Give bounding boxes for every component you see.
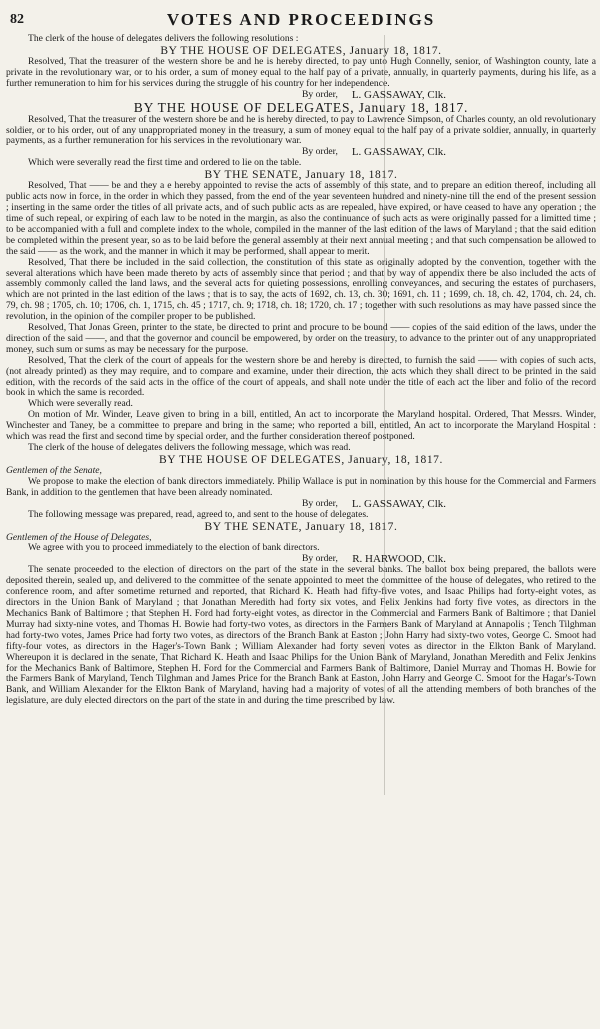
clerk-signature: R. HARWOOD, Clk. [352, 553, 446, 566]
resolution-paragraph: Resolved, That Jonas Green, printer to the state, be directed to print and procure to be bound —— copies of the said edition of the laws, under the direction of the said ——, and that the governor and council be empowered, by order on the treasury, to advance to the printer out of any unappropriated money, such sum or sums as may be necessary for the purpose. [6, 322, 596, 355]
message-paragraph: We propose to make the election of bank directors immediately. Philip Wallace is put in nomination by this house for the Commercial and Farmers Bank, in addition to the gentlemen that have been already nominated. [6, 475, 596, 498]
document-body [6, 34, 596, 707]
paragraph: Which were severally read. [28, 398, 133, 410]
clerk-signature: L. GASSAWAY, Clk. [351, 146, 446, 159]
by-order-label: By order, [302, 88, 338, 100]
signature-block [6, 90, 596, 101]
page-number: 82 [10, 12, 24, 27]
resolution-paragraph: Resolved, That —— be and they a e hereby appointed to revise the acts of assembly of this state, and to prepare an edition thereof, including all public acts now in force, in the order in which they passed, from the end of the year seventeen hundred and ninety-nine till the end of the present session ; inserting in the same order the titles of all private acts, and of such public acts as are repealed, have expired, or have ceased to have any operation ; the time of such repeal, or expiring of each law to be noted in the margin, as also the continuance of such acts as were originally passed for a limitted time ; to be accompanied with a full and complete index to the whole, compiled in the manner of the last edition of the laws of Maryland ; that the said edition be completed within the present year, so as to be laid before the general assembly at their next annual meeting ; and that such compensation be allowed to the said —— as the work, and the manner in which it may be performed, shall appear to merit. [6, 180, 596, 257]
section-heading: BY THE HOUSE OF DELEGATES, January 18, 1817. [160, 44, 442, 57]
section-heading: BY THE SENATE, January 18, 1817. [204, 520, 398, 533]
paragraph: On motion of Mr. Winder, Leave given to bring in a bill, entitled, An act to incorporate the Maryland hospital. Ordered, That Messrs. Winder, Winchester and Taney, be a committee to prepare and bring in the same; who reported a bill, entitled, An act to incorporate the Maryland Hospital : which was read the first and second time by special order, and the further consideration thereof postponed. [6, 409, 596, 443]
by-order-label: By order, [302, 553, 338, 565]
section-heading: BY THE SENATE, January 18, 1817. [204, 169, 398, 182]
resolution-paragraph: Resolved, That there be included in the said collection, the constitution of this state as originally adopted by the convention, together with the several alterations which have been made thereto by acts of assembly since that period ; and that by way of appendix there be also included the acts of assembly commonly called the land laws, and the several acts for quieting possessions, enrolling conveyances, and securing the estates of purchasers, which are not printed in the last edition of the laws ; that is to say, the acts of 1692, ch. 13, ch. 30; 1691, ch. 11 ; 1699, ch. 18, ch. 42, 1704, ch. 24, ch. 79, ch. 98 ; 1705, ch. 10; 1706, ch. 1, 1715, ch. 45 ; 1717, ch. 9; 1718, ch. 18; 1720, ch. 17 ; together with such resolutions as may have passed since the revolution, in the opinion of the compiler proper to be published. [6, 256, 596, 323]
signature-block [6, 147, 596, 158]
page-header [6, 10, 596, 34]
salutation: Gentlemen of the Senate, [6, 464, 102, 476]
paragraph: The clerk of the house of delegates delivers the following message, which was read. [28, 442, 351, 453]
resolution-paragraph: Resolved, That the treasurer of the western shore be and he is hereby directed, to pay to Lawrence Simpson, of Charles county, an old revolutionary soldier, or to his order, out of any unappropriated money in the treasury, a sum of money equal to the half pay of a private soldier, annually, in quarterly payments, as a further remuneration for his services in the revolutionary war. [6, 113, 596, 147]
clerk-signature: L. GASSAWAY, Clk. [351, 497, 446, 510]
signature-block [6, 554, 596, 565]
section-heading: BY THE HOUSE OF DELEGATES, January 18, 1817. [133, 99, 469, 115]
signature-block [6, 499, 596, 510]
resolution-paragraph: Resolved, That the clerk of the court of appeals for the western shore be and hereby is directed, to furnish the said —— with copies of such acts, (not already printed) as they may require, and to compare and examine, under their direction, the acts which they shall direct to be printed in the said edition, with the records of the said acts in the office of the court of appeals, and shall note under the title of each act the liber and folio of the record book in which the same is recorded. [6, 354, 596, 399]
clerk-signature: L. GASSAWAY, Clk. [351, 88, 446, 101]
paragraph: The senate proceeded to the election of directors on the part of the state in the several banks. The ballot box being prepared, the ballots were deposited therein, sealed up, and delivered to the committee of the senate appointed to meet the committee of the house of delegates, who retired to the conference room, and after sometime returned and reported, that Richard K. Heath had fifty-five votes, and Isaac Philips had forty-eight votes, as directors in the Union Bank of Maryland ; that Jonathan Meredith had forty six votes, and Felix Jenkins had forty five votes, as directors in the Mechanics Bank of Baltimore ; that Stephen H. Ford had forty-eight votes, as director in the Commercial and Farmers Bank of Baltimore ; that Daniel Murray had sixty-nine votes, and Thomas H. Bowie had forty-two votes, as directors in the Farmers Bank of Maryland at Annapolis ; Tench Tilghman had forty-two votes, James Price had forty two votes, as directors of the Branch Bank at Easton ; John Harry had sixty-two votes, George C. Smoot had fifty-four votes, as directors in the Hager's-Town Bank ; William Alexander had forty seven votes as director in the Elkton Bank of Maryland. Whereupon it is declared in the senate, That Richard K. Heath and Isaac Philips for the Union Bank of Maryland, Jonathan Meredith and Felix Jenkins for the Mechanics Bank of Baltimore, Stephen H. Ford for the Commercial and Farmers Bank of Baltimore, Daniel Murray and Thomas H. Bowie for the Farmers Bank of Maryland, Tench Tilghman and James Price for the Branch Bank at Easton, John Harry and George C. Smoot for the Hagar's-Town Bank, and William Alexander for the Elkton Bank of Maryland, having had a majority of votes of all the attending members of both branches of the legislature, are duly elected directors on the part of the state in and during the time prescribed by law. [6, 564, 596, 707]
by-order-label: By order, [302, 146, 338, 158]
salutation: Gentlemen of the House of Delegates, [6, 531, 152, 543]
paragraph: The following message was prepared, read, agreed to, and sent to the house of delegates. [28, 508, 369, 520]
by-order-label: By order, [302, 497, 338, 509]
paragraph: The clerk of the house of delegates delivers the following resolutions : [28, 33, 299, 44]
paragraph: Which were severally read the first time and ordered to lie on the table. [28, 157, 302, 169]
page-title: VOTES AND PROCEEDINGS [166, 10, 436, 29]
message-paragraph: We agree with you to proceed immediately to the election of bank directors. [28, 542, 320, 554]
section-heading: BY THE HOUSE OF DELEGATES, January, 18, 1817. [158, 453, 444, 466]
resolution-paragraph: Resolved, That the treasurer of the western shore be and he is hereby directed, to pay unto Hugh Connelly, senior, of Washington county, late a private in the revolutionary war, or to his order, a sum of money equal to the half pay of a private, annually, in quarterly payments, during his life, as a further remuneration to him for his services during the struggle of his country for her independence. [6, 55, 596, 89]
